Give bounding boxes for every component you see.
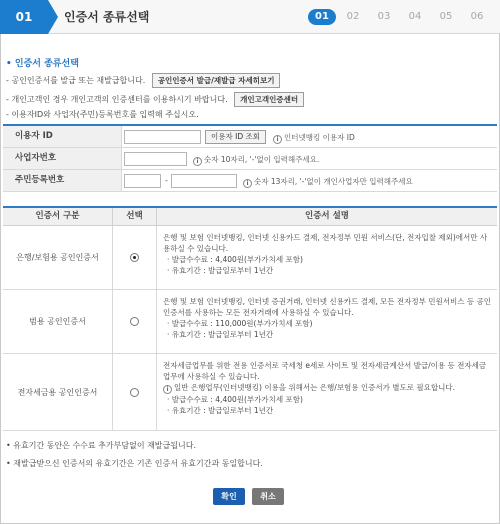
- radio-tax-cert[interactable]: [130, 388, 139, 397]
- info-icon: i: [273, 135, 282, 144]
- info-line-3: - 이용자ID와 사업자(주민)등록번호를 입력해 주십시오.: [6, 110, 199, 119]
- footer-note-2-text: 재발급받으신 인증서의 유효기간은 기존 인증서 유효기간과 동일합니다.: [13, 459, 263, 468]
- rrn-hint: [243, 176, 413, 188]
- user-id-input[interactable]: [124, 130, 201, 144]
- step-2: 02: [346, 11, 360, 22]
- biz-number-hint-text: 숫자 10자리, '-'없이 입력해주세요.: [204, 155, 320, 164]
- cert-desc-bank: [163, 232, 493, 276]
- radio-bank-cert[interactable]: [130, 253, 139, 262]
- page-header: [0, 0, 500, 34]
- desc-text: 은행 및 보험 인터넷뱅킹, 인터넷 증권거래, 인터넷 신용카드 결제, 모든 전자정부 민원서비스 등 공인인증서를 사용하는 모든 전자거래에 사용하실 수 있습니다.: [163, 297, 491, 317]
- cancel-button[interactable]: 취소: [252, 488, 284, 505]
- cert-type-tax: 전자세금용 공인인증서: [3, 354, 113, 430]
- cert-issue-detail-button[interactable]: 공인인증서 발급/재발급 자세히보기: [152, 73, 281, 88]
- rrn-front-input[interactable]: [124, 174, 161, 188]
- footer-note-1: • 유효기간 동안은 수수료 추가부담없이 재발급됩니다.: [6, 441, 196, 450]
- table-row: [3, 226, 497, 290]
- user-id-row: [3, 126, 497, 148]
- confirm-button[interactable]: 확인: [213, 488, 245, 505]
- step-4: 04: [408, 11, 422, 22]
- cert-desc-general: [163, 296, 493, 340]
- desc-fee: · 발급수수료 : 4,400원(부가가치세 포함): [167, 395, 303, 404]
- rrn-row: [3, 170, 497, 192]
- desc-fee: · 발급수수료 : 110,000원(부가가치세 포함): [167, 319, 313, 328]
- step-6: 06: [470, 11, 484, 22]
- rrn-label: 주민등록번호: [3, 170, 122, 191]
- biz-number-row: [3, 148, 497, 170]
- desc-text: 전자세금업무를 위한 전용 인증서로 국세청 e세로 사이트 및 전자세금계산서 발급/이용 등 전자세금업무에 사용하실 수 있습니다.: [163, 361, 487, 381]
- desc-notice-text: 일반 은행업무(인터넷뱅킹) 이용을 위해서는 은행/보험용 인증서가 별도로 필요합니다.: [174, 383, 456, 392]
- col-cert-type: 인증서 구분: [3, 208, 113, 225]
- radio-cell: [113, 226, 157, 289]
- rrn-dash: -: [165, 176, 168, 185]
- info-icon: i: [243, 179, 252, 188]
- footer-note-2: • 재발급받으신 인증서의 유효기간은 기존 인증서 유효기간과 동일합니다.: [6, 459, 263, 468]
- personal-cert-center-button[interactable]: 개인고객인증센터: [234, 92, 304, 107]
- desc-notice: [163, 382, 493, 394]
- radio-general-cert[interactable]: [130, 317, 139, 326]
- footer-note-1-text: 유효기간 동안은 수수료 추가부담없이 재발급됩니다.: [13, 441, 196, 450]
- table-header: [3, 208, 497, 226]
- info-line-2-text: 개인고객인 경우 개인고객의 인증센터를 이용하시기 바랍니다.: [11, 95, 228, 104]
- section-title-text: 인증서 종류선택: [14, 59, 79, 69]
- radio-cell: [113, 290, 157, 353]
- biz-number-input[interactable]: [124, 152, 187, 166]
- info-line-2: - 개인고객인 경우 개인고객의 인증센터를 이용하시기 바랍니다. 개인고객인증센터: [6, 92, 304, 107]
- info-icon: i: [163, 385, 172, 394]
- user-id-label: 이용자 ID: [3, 126, 122, 147]
- desc-validity: · 유효기간 : 발급일로부터 1년간: [167, 406, 274, 415]
- col-select: 선택: [113, 208, 157, 225]
- desc-validity: · 유효기간 : 발급일로부터 1년간: [167, 330, 274, 339]
- rrn-hint-text: 숫자 13자리, '-'없이 개인사업자만 입력해주세요: [254, 177, 413, 186]
- cert-desc-tax: [163, 360, 493, 416]
- user-id-lookup-button[interactable]: 이용자 ID 조회: [205, 130, 266, 144]
- user-id-hint-text: 인터넷뱅킹 이용자 ID: [284, 133, 355, 142]
- cert-type-bank: 은행/보험용 공인인증서: [3, 226, 113, 289]
- step-5: 05: [439, 11, 453, 22]
- table-row: [3, 290, 497, 354]
- table-row: [3, 354, 497, 431]
- info-line-1: - 공인인증서를 발급 또는 재발급합니다. 공인인증서 발급/재발급 자세히보기: [6, 73, 280, 88]
- page-title: 인증서 종류선택: [64, 10, 150, 24]
- user-id-hint: [273, 132, 355, 144]
- col-cert-desc: 인증서 설명: [304, 211, 349, 221]
- current-step-badge: 01: [0, 0, 48, 34]
- info-line-1-text: 공인인증서를 발급 또는 재발급합니다.: [11, 76, 146, 85]
- cert-type-table: [3, 206, 497, 431]
- info-icon: i: [193, 157, 202, 166]
- step-3: 03: [377, 11, 391, 22]
- biz-number-label: 사업자번호: [3, 148, 122, 169]
- desc-fee: · 발급수수료 : 4,400원(부가가치세 포함): [167, 255, 303, 264]
- radio-cell: [113, 354, 157, 430]
- desc-text: 은행 및 보험 인터넷뱅킹, 인터넷 신용카드 결제, 전자정부 민원 서비스(단, 전자입찰 제외)에서만 사용하실 수 있습니다.: [163, 233, 488, 253]
- step-1: 01: [308, 9, 336, 25]
- section-title: • 인증서 종류선택: [6, 59, 79, 69]
- step-indicator: [308, 9, 494, 25]
- user-info-form: [3, 124, 497, 192]
- cert-type-general: 범용 공인인증서: [3, 290, 113, 353]
- info-line-3-text: 이용자ID와 사업자(주민)등록번호를 입력해 주십시오.: [11, 110, 199, 119]
- biz-number-hint: [193, 154, 319, 166]
- rrn-back-input[interactable]: [171, 174, 237, 188]
- desc-validity: · 유효기간 : 발급일로부터 1년간: [167, 266, 274, 275]
